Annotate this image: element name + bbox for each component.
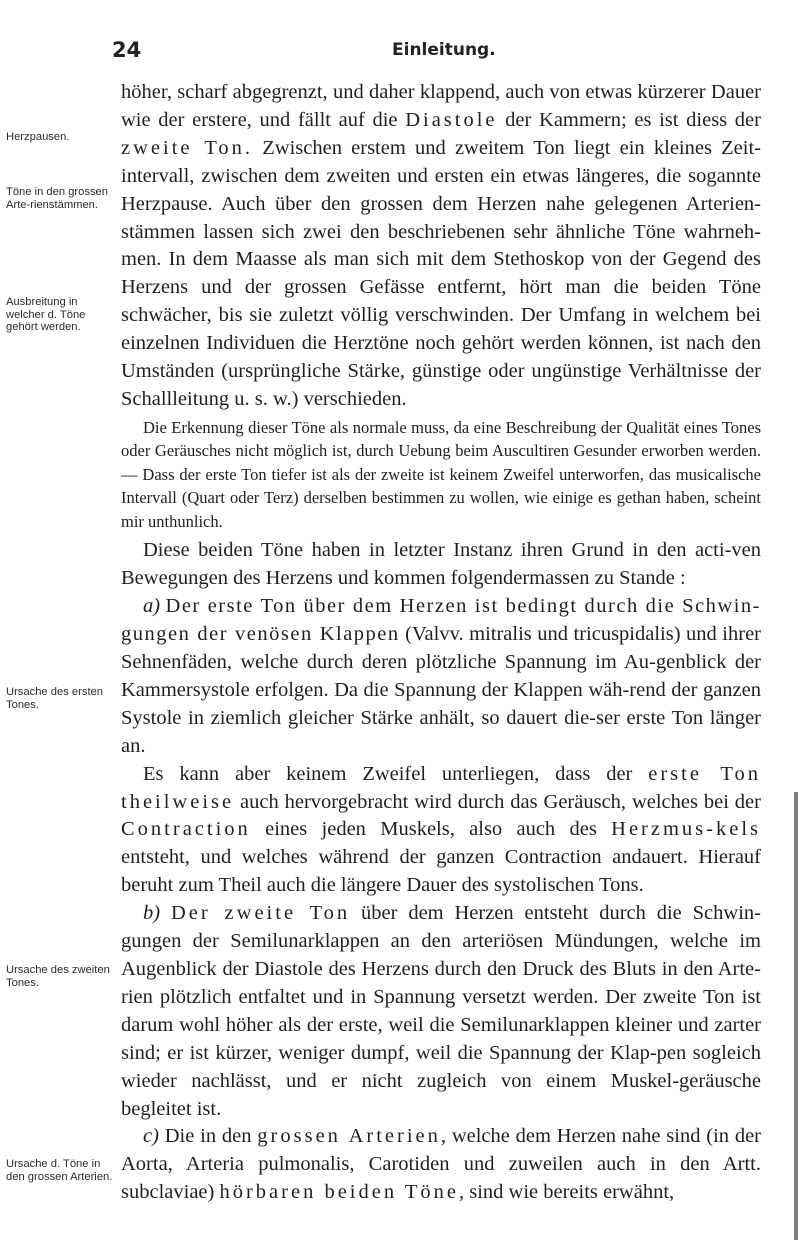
term-erster-ton: Der erste Ton über dem Herzen ist bedingt durch die Schwin-gungen der venösen Klappen	[121, 595, 761, 646]
label-b: b)	[143, 902, 161, 925]
margin-note-ursache-zweiter-ton: Ursache des zweiten Tones.	[6, 964, 110, 989]
label-c: c)	[143, 1125, 159, 1148]
term-zweite-ton-b: Der zweite Ton	[170, 902, 351, 925]
body-text	[121, 79, 761, 1207]
margin-note-ursache-erster-ton: Ursache des ersten Tones.	[6, 686, 104, 711]
running-title: Einleitung.	[392, 40, 496, 60]
term-grossen-arterien: grossen Arterien	[257, 1125, 441, 1148]
margin-note-herzpausen: Herzpausen.	[6, 131, 70, 143]
page-header	[0, 38, 801, 68]
paragraph-entstehung: Diese beiden Töne haben in letzter Instanz ihren Grund in den acti-ven Bewegungen des Herzens und kommen folgendermassen zu Stande :	[121, 539, 761, 590]
page-edge-shadow	[794, 792, 798, 1240]
margin-note-ursache-arterien: Ursache d. Töne in den grossen Arterien.	[6, 1158, 113, 1183]
term-contraction: Contraction	[121, 818, 251, 841]
margin-note-arterien-toene: Töne in den grossen Arte-rienstämmen.	[6, 186, 108, 211]
paragraph-erster-ton: a) Der erste Ton über dem Herzen ist bedingt durch die Schwin-gungen der venösen Klappen (Valvv. mitralis und tricuspidalis) und ihrer Sehnenfäden, welche durch deren plötzliche Spannung im Au-genblick der Kammersystole erfolgen. Da die Spannung der Klappen wäh-rend der ganzen Systole in ziemlich gleicher Stärke anhält, so dauert die-ser erste Ton länger an.	[121, 595, 762, 757]
paragraph-zweiter-ton: b) Der zweite Ton über dem Herzen entsteht durch die Schwin-gungen der Semilunarklappen an den arteriösen Mündungen, welche im Augenblick der Diastole des Herzens durch den Druck des Bluts in den Arte-rien plötzlich entfaltet und in Spannung versetzt werden. Der zweite Ton ist darum wohl höher als der erste, weil die Semilunarklappen kleiner und zarter sind; er ist kürzer, weniger dumpf, weil die Spannung der Klap-pen sogleich wieder nachlässt, und er nicht zugleich von einem Muskel-geräusche begleitet ist.	[121, 902, 761, 1120]
term-erste-ton-theilweise: erste Ton theilweise	[121, 762, 761, 813]
paragraph-arterien: c) Die in den grossen Arterien, welche dem Herzen nahe sind (in der Aorta, Arteria pulmonalis, Carotiden und zuweilen auch in den Artt. subclaviae) hörbaren beiden Töne, sind wie bereits erwähnt,	[121, 1125, 761, 1204]
term-herzmuskels: Herzmus-kels	[611, 818, 761, 841]
page-number: 24	[112, 38, 142, 62]
label-a: a)	[143, 595, 161, 618]
term-hoerbaren-toene: hörbaren beiden Töne	[219, 1181, 459, 1204]
margin-note-ausbreitung: Ausbreitung in welcher d. Töne gehört werden.	[6, 296, 86, 333]
paragraph-herztoene: höher, scharf abgegrenzt, und daher klappend, auch von etwas kürzerer Dauer wie der erstere, und fällt auf die Diastole der Kammern; es ist diess der zweite Ton. Zwischen erstem und zweitem Ton liegt ein kleines Zeit-intervall, zwischen dem zweiten und ersten ein etwas längeres, die sogannte Herzpause. Auch über den grossen dem Herzen nahe gelegenen Arterien-stämmen lassen sich zwei den beschriebenen sehr ähnliche Töne wahrneh-men. In dem Maasse als man sich mit dem Stethoskop von der Gegend des Herzens und der grossen Gefässe entfernt, hört man die beiden Töne schwächer, bis sie zuletzt völlig verschwinden. Der Umfang in welchem bei einzelnen Individuen die Herztöne noch gehört werden können, ist nach den Umständen (ursprüngliche Stärke, günstige oder ungünstige Verhältnisse der Schallleitung u. s. w.) verschieden.	[121, 81, 761, 410]
term-zweite-ton: zweite Ton.	[121, 136, 254, 159]
paragraph-muskelgeraeusch: Es kann aber keinem Zweifel unterliegen, dass der erste Ton theilweise auch hervorgebracht wird durch das Geräusch, welches bei der Contraction eines jeden Muskels, also auch des Herzmus-kels entsteht, und welches während der ganzen Contraction andauert. Hierauf beruht zum Theil auch die längere Dauer des systolischen Tons.	[121, 762, 761, 897]
term-diastole: Diastole	[405, 108, 498, 131]
paragraph-small-note: Die Erkennung dieser Töne als normale muss, da eine Beschreibung der Qualität eines Tones oder Geräusches nicht möglich ist, durch Uebung beim Auscultiren Gesunder erworben werden. — Dass der erste Ton tiefer ist als der zweite ist keinem Zweifel unterworfen, das musicalische Intervall (Quart oder Terz) derselben bestimmen zu wollen, wie einige es gethan haben, scheint mir unthunlich.	[121, 417, 761, 531]
